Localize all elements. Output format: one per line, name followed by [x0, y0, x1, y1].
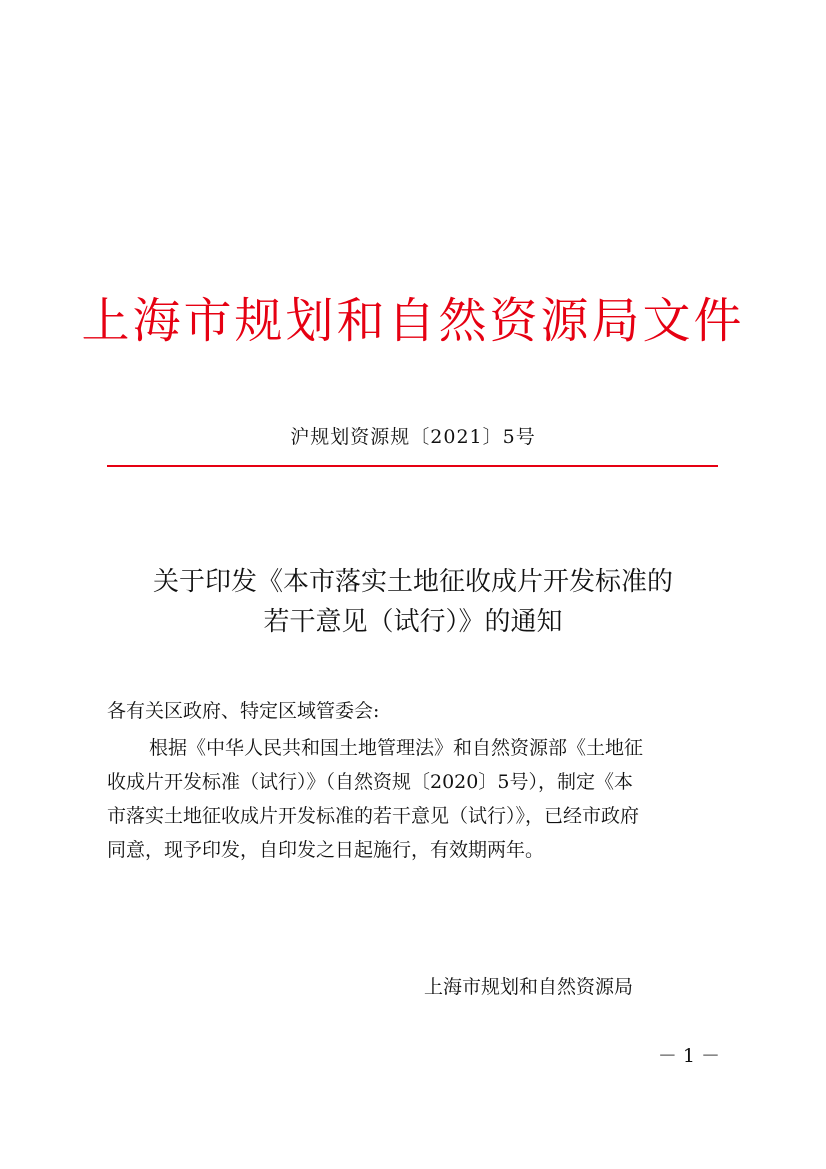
red-separator-line [107, 465, 718, 467]
issuer-signature: 上海市规划和自然资源局 [424, 976, 634, 998]
notice-title-line-2: 若干意见（试行）》的通知 [263, 607, 563, 637]
body-line-3: 市落实土地征收成片开发标准的若干意见（试行）》，已经市政府 [107, 805, 640, 827]
notice-title-line-1: 关于印发《本市落实土地征收成片开发标准的 [152, 567, 673, 597]
body-line-1: 根据《中华人民共和国土地管理法》和自然资源部《土地征 [149, 737, 644, 759]
issuing-authority-header: 上海市规划和自然资源局文件 [81, 293, 745, 349]
document-number: 沪规划资源规〔2021〕5号 [290, 426, 536, 448]
recipients-line: 各有关区政府、特定区域管委会: [107, 700, 380, 722]
notice-body [107, 731, 719, 867]
page-number: － 1 － [657, 1045, 720, 1067]
body-line-4: 同意，现予印发，自印发之日起施行，有效期两年。 [107, 839, 545, 861]
body-line-2: 收成片开发标准（试行）》（自然资规〔2020〕5号），制定《本 [107, 771, 633, 793]
notice-title [80, 562, 746, 642]
